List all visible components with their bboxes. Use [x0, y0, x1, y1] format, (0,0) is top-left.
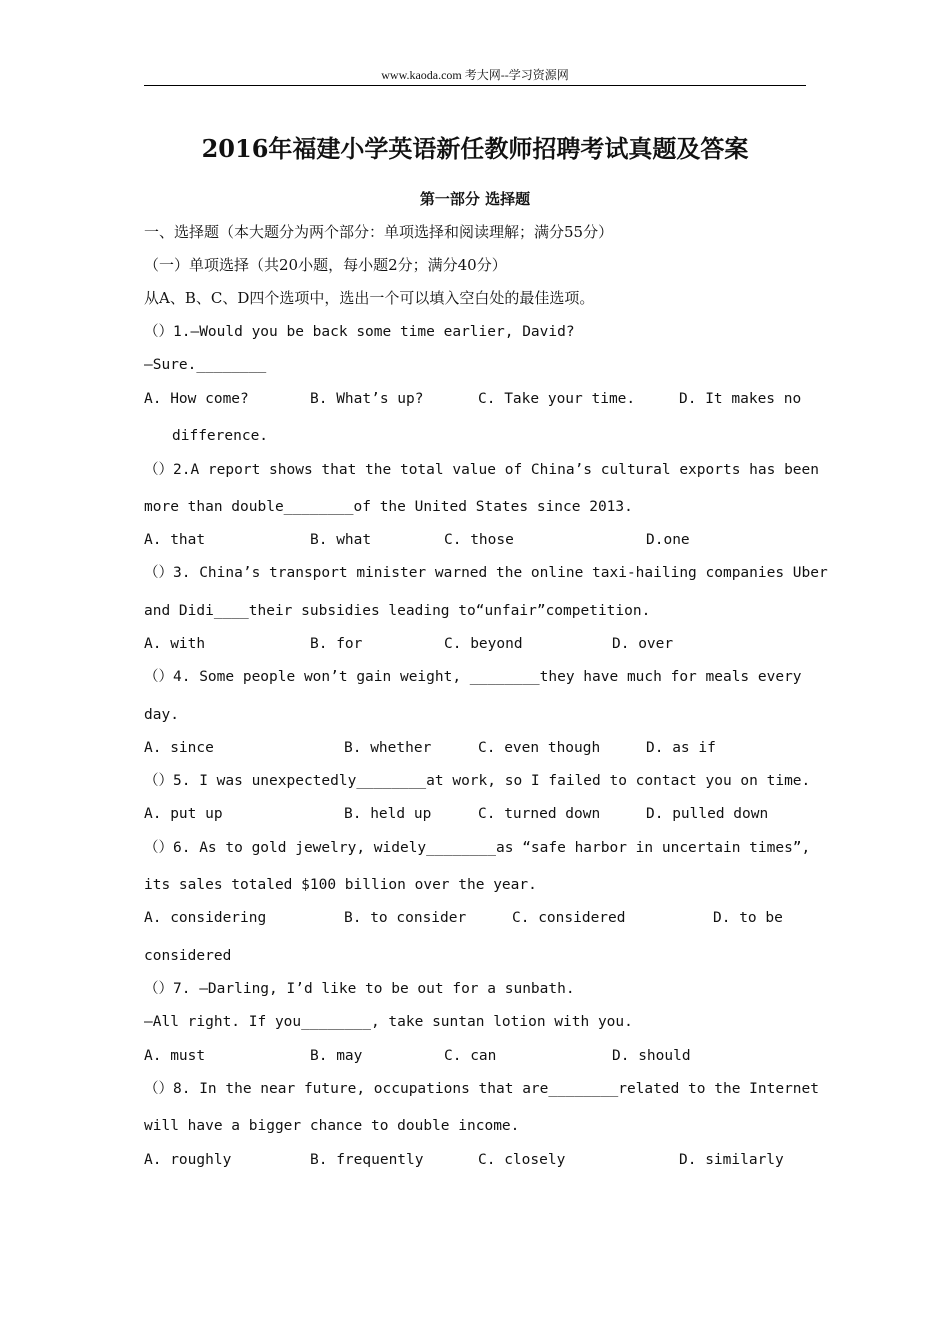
question-2-option-b: B. what: [310, 532, 372, 548]
question-6-stem: （）6. As to gold jewelry, widely________as “safe harbor in uncertain times”,: [144, 840, 811, 856]
question-4-stem: （）4. Some people won’t gain weight, ________they have much for meals every: [144, 669, 802, 685]
question-2-option-a: A. that: [144, 532, 206, 548]
question-8-option-d: D. similarly: [679, 1152, 784, 1168]
question-3-stem-cont: and Didi____their subsidies leading to“unfair”competition.: [144, 603, 651, 619]
instructions: 从A、B、C、D四个选项中，选出一个可以填入空白处的最佳选项。: [144, 289, 595, 307]
question-3-option-a: A. with: [144, 636, 206, 652]
question-7-option-b: B. may: [310, 1048, 363, 1064]
question-7-option-d: D. should: [612, 1048, 691, 1064]
part-title: 第一部分 选择题: [419, 190, 531, 208]
page-header: www.kaoda.com 考大网--学习资源网: [381, 68, 569, 82]
section-heading: 一、选择题（本大题分为两个部分：单项选择和阅读理解；满分55分）: [144, 223, 614, 241]
question-8-option-b: B. frequently: [310, 1152, 424, 1168]
question-6-option-c: C. considered: [512, 910, 626, 926]
header-divider: [144, 85, 806, 86]
question-4-option-a: A. since: [144, 740, 214, 756]
question-3-option-c: C. beyond: [444, 636, 523, 652]
question-5-option-a: A. put up: [144, 806, 223, 822]
question-7-stem-cont: —All right. If you________, take suntan lotion with you.: [144, 1014, 633, 1030]
question-6-option-d: D. to be: [713, 910, 783, 926]
question-2-option-d: D.one: [646, 532, 690, 548]
question-1-option-b: B. What’s up?: [310, 391, 424, 407]
question-1-answer-line: —Sure.________: [144, 357, 267, 373]
question-5-option-d: D. pulled down: [646, 806, 769, 822]
question-1-option-c: C. Take your time.: [478, 391, 636, 407]
question-8-stem: （）8. In the near future, occupations that are________related to the Internet: [144, 1081, 820, 1097]
question-2-option-c: C. those: [444, 532, 514, 548]
document-title: 2016年福建小学英语新任教师招聘考试真题及答案: [201, 134, 749, 163]
question-3-option-b: B. for: [310, 636, 363, 652]
question-4-option-b: B. whether: [344, 740, 432, 756]
question-3-stem: （）3. China’s transport minister warned the online taxi-hailing companies Uber: [144, 565, 828, 581]
question-6-option-b: B. to consider: [344, 910, 467, 926]
question-1-option-d: D. It makes no: [679, 391, 802, 407]
question-6-option-a: A. considering: [144, 910, 267, 926]
question-1-option-d-wrap: difference.: [172, 428, 269, 444]
question-8-stem-cont: will have a bigger chance to double income.: [144, 1118, 520, 1134]
question-4-option-c: C. even though: [478, 740, 601, 756]
question-2-stem: （）2.A report shows that the total value of China’s cultural exports has been: [144, 462, 820, 478]
question-6-stem-cont: its sales totaled $100 billion over the year.: [144, 877, 537, 893]
question-6-option-d-wrap: considered: [144, 948, 232, 964]
question-2-stem-cont: more than double________of the United States since 2013.: [144, 499, 633, 515]
question-3-option-d: D. over: [612, 636, 674, 652]
question-7-option-a: A. must: [144, 1048, 206, 1064]
question-1-option-a: A. How come?: [144, 391, 249, 407]
question-4-stem-cont: day.: [144, 707, 179, 723]
question-7-stem: （）7. —Darling, I’d like to be out for a sunbath.: [144, 981, 575, 997]
question-8-option-c: C. closely: [478, 1152, 566, 1168]
subsection-heading: （一）单项选择（共20小题，每小题2分；满分40分）: [144, 256, 507, 274]
question-5-option-b: B. held up: [344, 806, 432, 822]
question-4-option-d: D. as if: [646, 740, 716, 756]
question-5-stem: （）5. I was unexpectedly________at work, so I failed to contact you on time.: [144, 773, 811, 789]
question-1-stem: （）1.—Would you be back some time earlier, David?: [144, 324, 575, 340]
question-7-option-c: C. can: [444, 1048, 497, 1064]
question-5-option-c: C. turned down: [478, 806, 601, 822]
question-8-option-a: A. roughly: [144, 1152, 232, 1168]
